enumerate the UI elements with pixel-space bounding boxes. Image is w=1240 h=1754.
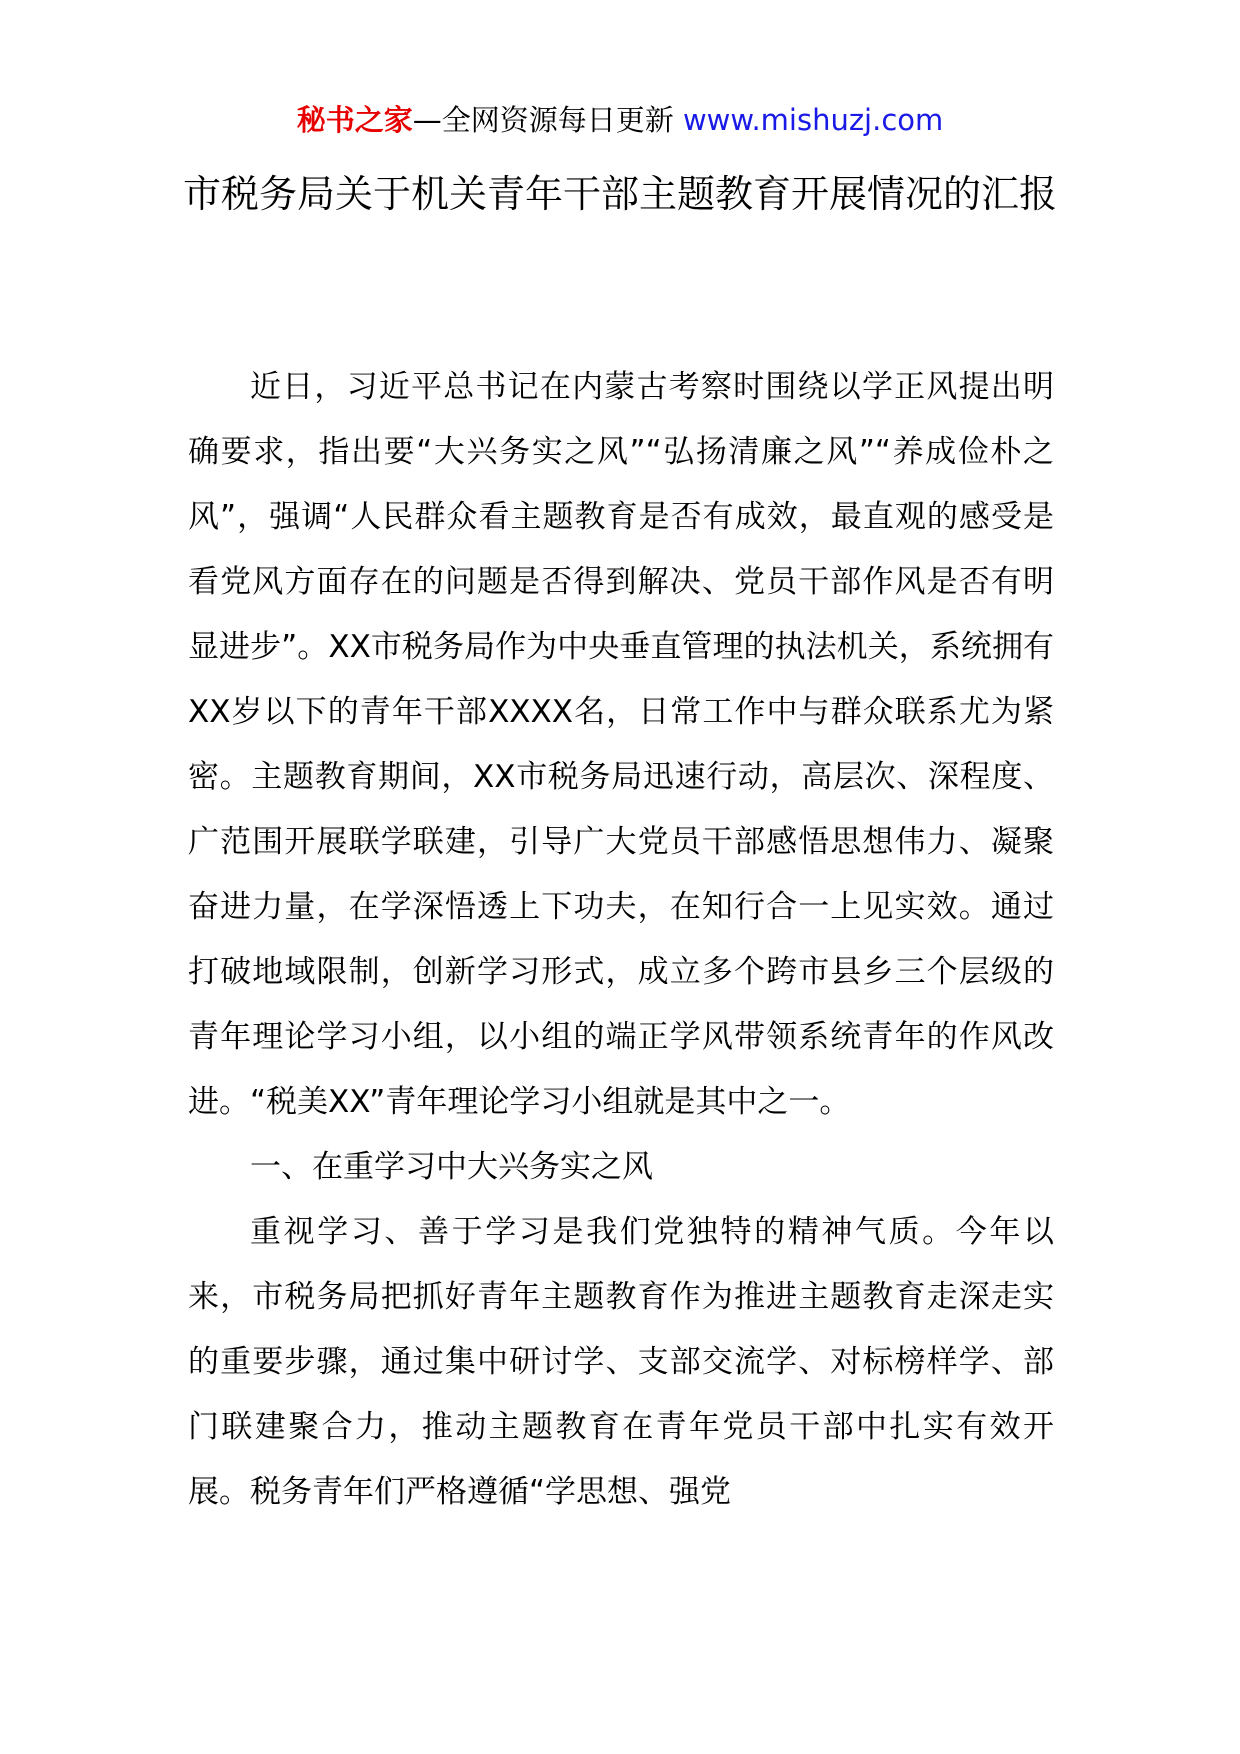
body-paragraph-intro: 近日，习近平总书记在内蒙古考察时围绕以学正风提出明确要求，指出要“大兴务实之风”“弘扬清廉之风”“养成俭朴之风”，强调“人民群众看主题教育是否有成效，最直观的感受是看党风方面存在的问题是否得到解决、党员干部作风是否有明显进步”。XX市税务局作为中央垂直管理的执法机关，系统拥有XX岁以下的青年干部XXXX名，日常工作中与群众联系尤为紧密。主题教育期间，XX市税务局迅速行动，高层次、深程度、广范围开展联学联建，引导广大党员干部感悟思想伟力、凝聚奋进力量，在学深悟透上下功夫，在知行合一上见实效。通过打破地域限制，创新学习形式，成立多个跨市县乡三个层级的青年理论学习小组，以小组的端正学风带领系统青年的作风改进。“税美XX”青年理论学习小组就是其中之一。 bbox=[188, 369, 1054, 1120]
site-url-link[interactable]: www.mishuzj.com bbox=[682, 103, 944, 137]
site-brand: 秘书之家 bbox=[296, 103, 413, 137]
document-title: 市税务局关于机关青年干部主题教育开展情况的汇报 bbox=[182, 172, 1057, 216]
body-paragraph-section-1: 重视学习、善于学习是我们党独特的精神气质。今年以来，市税务局把抓好青年主题教育作为推进主题教育走深走实的重要步骤，通过集中研讨学、支部交流学、对标榜样学、部门联建聚合力，推动主题教育在青年党员干部中扎实有效开展。税务青年们严格遵循“学思想、强党 bbox=[188, 1214, 1054, 1510]
site-header bbox=[0, 100, 1240, 140]
document-body bbox=[188, 355, 1054, 1525]
section-heading-1: 一、在重学习中大兴务实之风 bbox=[250, 1149, 653, 1185]
site-slogan: —全网资源每日更新 bbox=[412, 103, 683, 137]
